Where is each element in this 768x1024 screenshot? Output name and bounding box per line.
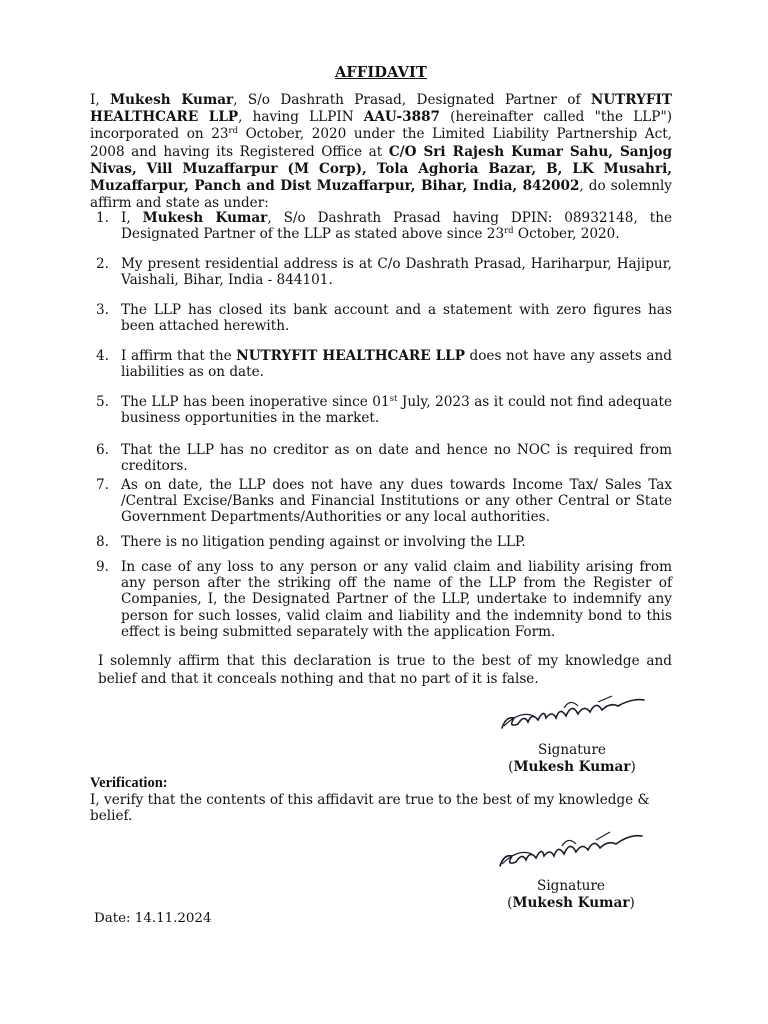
paren: ( (507, 895, 513, 911)
signatory-name: Mukesh Kumar (513, 759, 631, 775)
paren: ) (629, 895, 635, 911)
document-title: AFFIDAVIT (334, 64, 427, 81)
item-number: 5. (96, 394, 109, 410)
signatory-name: Mukesh Kumar (512, 895, 630, 911)
ordinal-suffix: rd (228, 126, 239, 137)
intro-text: , S/o Dashrath Prasad, Designated Partner of (233, 92, 591, 108)
text-run: The LLP has been inoperative since 01 (121, 394, 390, 410)
llp-name: NUTRYFIT HEALTHCARE LLP (90, 92, 672, 126)
signatory-name-line (497, 759, 647, 776)
item-number: 1. (96, 210, 109, 226)
llp-name: NUTRYFIT HEALTHCARE LLP (236, 348, 465, 364)
intro-text: , having LLPIN (238, 109, 364, 126)
item-text: The LLP has closed its bank account and a statement with zero figures has been attached herewith. (121, 302, 672, 335)
date-line (94, 911, 211, 926)
intro-text: I, (90, 92, 111, 108)
text-run: I, (121, 210, 143, 226)
signature-label: Signature (538, 742, 606, 758)
text-run: I affirm that the (121, 348, 237, 364)
deponent-name: Mukesh Kumar (110, 92, 234, 108)
item-text: As on date, the LLP does not have any dues towards Income Tax/ Sales Tax /Central Excise/Banks and Financial Institutions or any other Central or State Government Departments/Authorities or any local authorities. (121, 477, 672, 526)
item-number: 9. (96, 559, 109, 575)
paren: ( (508, 759, 514, 775)
text-run: does not have any assets and liabilities as on date. (121, 348, 672, 381)
intro-text: October, 2020 under the Limited Liability Partnership Act, 2008 and having its Registered Office at (90, 126, 672, 160)
verification-text: I, verify that the contents of this affidavit are true to the best of my knowledge & belief. (90, 792, 650, 824)
signature-label: Signature (537, 878, 605, 894)
signature-image (494, 688, 654, 738)
item-number: 2. (96, 256, 109, 272)
item-text (121, 210, 672, 242)
item-number: 4. (96, 348, 109, 364)
item-text: There is no litigation pending against or involving the LLP. (121, 534, 526, 550)
item-text (121, 348, 672, 380)
text-run: July, 2023 as it could not find adequate business opportunities in the market. (121, 394, 672, 427)
registered-office-address: C/O Sri Rajesh Kumar Sahu, Sanjog Nivas, Vill Muzaffarpur (M Corp), Tola Aghoria Bazar, B, LK Musahri, Muzaffarpur, Panch and Dist Muzaffarpur, Bihar, India, 842002 (90, 143, 672, 195)
intro-text: , do solemnly affirm and state as under: (90, 178, 672, 212)
item-text (121, 394, 672, 426)
signature-block-2 (496, 878, 646, 912)
signature-block-1 (497, 742, 647, 776)
signatory-name-line (496, 895, 646, 912)
item-text: That the LLP has no creditor as on date and hence no NOC is required from creditors. (121, 442, 672, 475)
closing-affirmation: I solemnly affirm that this declaration is true to the best of my knowledge and belief and that it conceals nothing and that no part of it is false. (98, 653, 672, 687)
date-label: Date: (94, 911, 135, 926)
verification-heading: Verification: (90, 775, 168, 791)
item-number: 7. (96, 477, 109, 493)
item-text: In case of any loss to any person or any valid claim and liability arising from any person after the striking off the name of the LLP from the Register of Companies, I, the Designated Partner of the LLP, undertake to indemnify any person for such losses, valid claim and liability and the indemnity bond to this effect is being submitted separately with the application Form. (121, 559, 672, 640)
item-number: 3. (96, 302, 109, 318)
item-text: My present residential address is at C/o Dashrath Prasad, Hariharpur, Hajipur, Vaishali, Bihar, India - 844101. (121, 256, 672, 289)
signature-image (492, 822, 652, 876)
paren: ) (630, 759, 636, 775)
item-number: 8. (96, 534, 109, 550)
intro-text: (hereinafter called "the LLP") incorporated on 23 (90, 109, 673, 143)
llpin: AAU-3887 (363, 109, 440, 126)
date-value: 14.11.2024 (134, 911, 212, 926)
text-run: , S/o Dashrath Prasad having DPIN: 08932148, the Designated Partner of the LLP as stated above since 23 (121, 210, 672, 243)
ordinal-suffix: rd (504, 226, 514, 237)
deponent-name: Mukesh Kumar (142, 210, 268, 226)
text-run: October, 2020. (513, 226, 620, 243)
ordinal-suffix: st (389, 394, 398, 404)
intro-paragraph (90, 92, 672, 212)
item-number: 6. (96, 442, 109, 458)
